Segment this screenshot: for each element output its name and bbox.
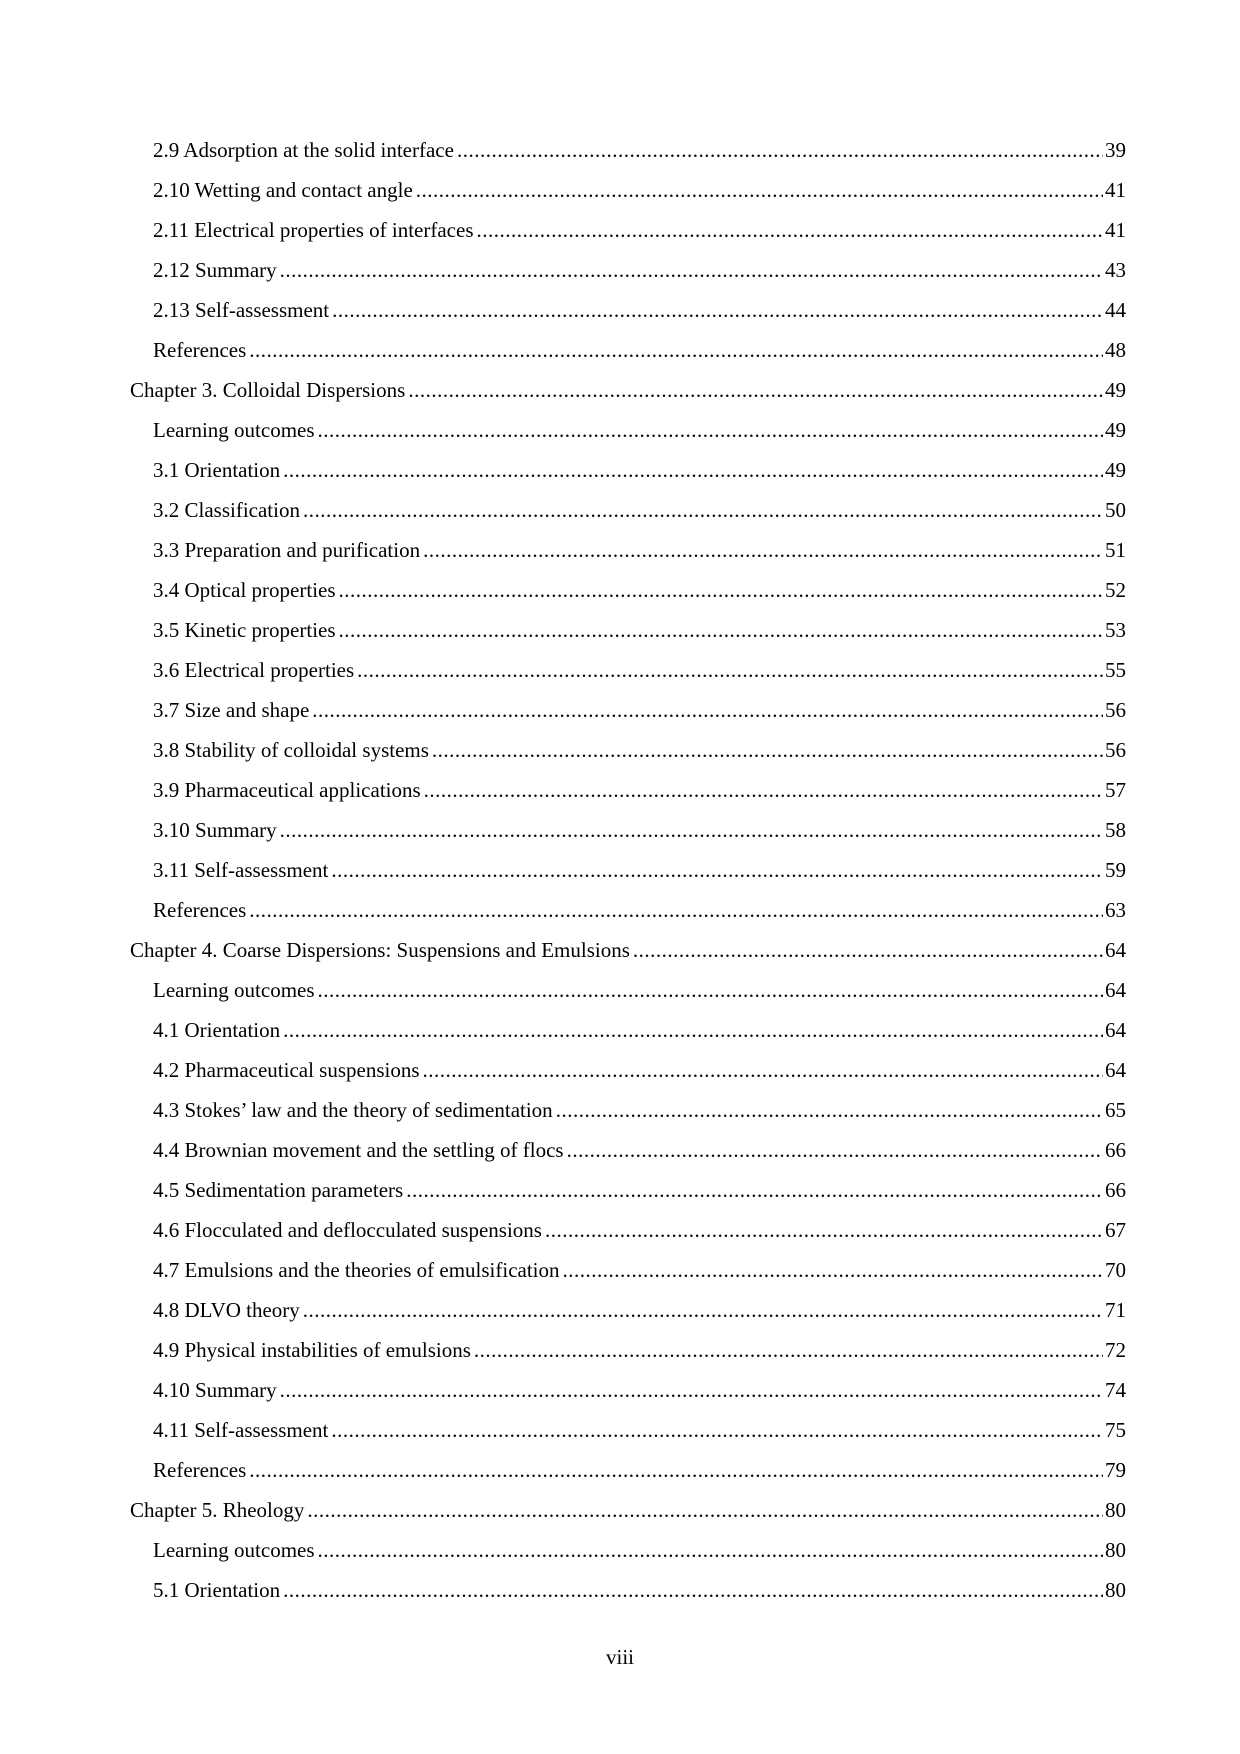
toc-entry-page-number: 51: [1105, 538, 1126, 562]
toc-entry-page-number: 41: [1105, 218, 1126, 242]
dot-leader: [303, 1290, 1103, 1330]
page-number: viii: [605, 1645, 634, 1669]
toc-entry-title: Chapter 3. Colloidal Dispersions: [130, 378, 406, 402]
toc-entry[interactable]: [130, 1450, 1126, 1490]
toc-entry-title: 4.9 Physical instabilities of emulsions: [153, 1338, 471, 1362]
toc-entry[interactable]: [130, 810, 1126, 850]
toc-entry-page-number: 52: [1105, 578, 1126, 602]
toc-entry-title: 4.2 Pharmaceutical suspensions: [153, 1058, 420, 1082]
dot-leader: [423, 1050, 1103, 1090]
toc-chapter-entry[interactable]: [130, 930, 1126, 970]
toc-entry-page-number: 49: [1105, 378, 1126, 402]
toc-entry[interactable]: [130, 890, 1126, 930]
toc-entry-title: 4.11 Self-assessment: [153, 1418, 329, 1442]
dot-leader: [424, 770, 1103, 810]
toc-entry[interactable]: [130, 250, 1126, 290]
dot-leader: [249, 890, 1103, 930]
toc-entry-page-number: 71: [1105, 1298, 1126, 1322]
toc-entry[interactable]: [130, 570, 1126, 610]
dot-leader: [312, 690, 1103, 730]
dot-leader: [318, 970, 1103, 1010]
toc-entry-page-number: 80: [1105, 1538, 1126, 1562]
dot-leader: [307, 1490, 1103, 1530]
toc-entry-title: 4.6 Flocculated and deflocculated suspensions: [153, 1218, 542, 1242]
toc-entry-title: 2.13 Self-assessment: [153, 298, 330, 322]
toc-entry-title: 4.10 Summary: [153, 1378, 277, 1402]
toc-entry-page-number: 75: [1105, 1418, 1126, 1442]
toc-entry[interactable]: [130, 850, 1126, 890]
toc-entry-page-number: 58: [1105, 818, 1126, 842]
toc-entry[interactable]: [130, 690, 1126, 730]
toc-entry-page-number: 80: [1105, 1578, 1126, 1602]
toc-entry-title: 2.12 Summary: [153, 258, 277, 282]
dot-leader: [339, 570, 1103, 610]
toc-entry[interactable]: [130, 970, 1126, 1010]
toc-entry-page-number: 41: [1105, 178, 1126, 202]
toc-entry[interactable]: [130, 770, 1126, 810]
dot-leader: [283, 450, 1103, 490]
dot-leader: [406, 1170, 1103, 1210]
dot-leader: [249, 1450, 1103, 1490]
toc-entry[interactable]: [130, 530, 1126, 570]
toc-entry-page-number: 64: [1105, 1018, 1126, 1042]
toc-entry-page-number: 65: [1105, 1098, 1126, 1122]
toc-entry-page-number: 63: [1105, 898, 1126, 922]
toc-entry-title: 3.3 Preparation and purification: [153, 538, 421, 562]
dot-leader: [331, 850, 1103, 890]
toc-entry-title: 4.8 DLVO theory: [153, 1298, 300, 1322]
toc-chapter-entry[interactable]: [130, 370, 1126, 410]
toc-entry-title: 4.5 Sedimentation parameters: [153, 1178, 404, 1202]
dot-leader: [416, 170, 1103, 210]
toc-entry-page-number: 39: [1105, 138, 1126, 162]
toc-entry-title: 3.9 Pharmaceutical applications: [153, 778, 421, 802]
toc-entry-page-number: 49: [1105, 458, 1126, 482]
toc-entry-page-number: 44: [1105, 298, 1126, 322]
toc-entry-title: 3.8 Stability of colloidal systems: [153, 738, 429, 762]
toc-entry-page-number: 50: [1105, 498, 1126, 522]
toc-entry[interactable]: [130, 330, 1126, 370]
toc-entry-title: References: [153, 898, 247, 922]
toc-entry-title: 2.10 Wetting and contact angle: [153, 178, 413, 202]
toc-entry-page-number: 57: [1105, 778, 1126, 802]
dot-leader: [545, 1210, 1103, 1250]
toc-entry-title: 4.4 Brownian movement and the settling of flocs: [153, 1138, 564, 1162]
dot-leader: [423, 530, 1103, 570]
toc-entry-page-number: 79: [1105, 1458, 1126, 1482]
toc-entry[interactable]: [130, 130, 1126, 170]
toc-entry-title: Learning outcomes: [153, 418, 315, 442]
toc-entry[interactable]: [130, 1370, 1126, 1410]
toc-entry-page-number: 43: [1105, 258, 1126, 282]
toc-entry[interactable]: [130, 1570, 1126, 1610]
toc-entry[interactable]: [130, 1050, 1126, 1090]
toc-entry-title: Chapter 4. Coarse Dispersions: Suspensions and Emulsions: [130, 938, 630, 962]
toc-entry[interactable]: [130, 1410, 1126, 1450]
toc-entry-title: 3.1 Orientation: [153, 458, 281, 482]
toc-entry-title: 3.4 Optical properties: [153, 578, 336, 602]
toc-entry-page-number: 67: [1105, 1218, 1126, 1242]
dot-leader: [339, 610, 1103, 650]
toc-entry[interactable]: [130, 1130, 1126, 1170]
toc-entry-title: 4.3 Stokes’ law and the theory of sedimentation: [153, 1098, 553, 1122]
dot-leader: [556, 1090, 1103, 1130]
toc-entry-page-number: 64: [1105, 978, 1126, 1002]
toc-entry-title: Learning outcomes: [153, 1538, 315, 1562]
toc-entry[interactable]: [130, 1330, 1126, 1370]
dot-leader: [280, 1370, 1103, 1410]
toc-entry[interactable]: [130, 450, 1126, 490]
toc-entry-title: 3.6 Electrical properties: [153, 658, 355, 682]
toc-entry-page-number: 80: [1105, 1498, 1126, 1522]
dot-leader: [457, 130, 1103, 170]
dot-leader: [303, 490, 1103, 530]
toc-entry[interactable]: [130, 1530, 1126, 1570]
toc-entry-page-number: 53: [1105, 618, 1126, 642]
toc-entry-page-number: 48: [1105, 338, 1126, 362]
dot-leader: [563, 1250, 1103, 1290]
toc-entry-page-number: 59: [1105, 858, 1126, 882]
toc-entry-title: 3.11 Self-assessment: [153, 858, 329, 882]
toc-entry-title: 2.9 Adsorption at the solid interface: [153, 138, 454, 162]
toc-entry-page-number: 64: [1105, 1058, 1126, 1082]
toc-entry-page-number: 64: [1105, 938, 1126, 962]
toc-entry[interactable]: [130, 210, 1126, 250]
toc-entry-title: 2.11 Electrical properties of interfaces: [153, 218, 474, 242]
dot-leader: [318, 1530, 1103, 1570]
table-of-contents: [130, 130, 1126, 1610]
toc-entry-title: Chapter 5. Rheology: [130, 1498, 305, 1522]
toc-entry-page-number: 70: [1105, 1258, 1126, 1282]
toc-entry[interactable]: [130, 650, 1126, 690]
toc-entry[interactable]: [130, 1250, 1126, 1290]
toc-entry-page-number: 72: [1105, 1338, 1126, 1362]
dot-leader: [331, 1410, 1103, 1450]
dot-leader: [280, 810, 1103, 850]
toc-entry-title: 3.5 Kinetic properties: [153, 618, 336, 642]
toc-entry-page-number: 74: [1105, 1378, 1126, 1402]
dot-leader: [357, 650, 1103, 690]
toc-entry-page-number: 55: [1105, 658, 1126, 682]
toc-entry-title: 4.1 Orientation: [153, 1018, 281, 1042]
toc-entry[interactable]: [130, 1090, 1126, 1130]
dot-leader: [249, 330, 1103, 370]
dot-leader: [283, 1010, 1103, 1050]
toc-entry-title: References: [153, 338, 247, 362]
toc-entry-page-number: 56: [1105, 738, 1126, 762]
toc-entry[interactable]: [130, 1290, 1126, 1330]
toc-entry-title: 3.10 Summary: [153, 818, 277, 842]
toc-entry[interactable]: [130, 1010, 1126, 1050]
toc-entry-title: 4.7 Emulsions and the theories of emulsification: [153, 1258, 560, 1282]
toc-entry-title: 3.2 Classification: [153, 498, 300, 522]
dot-leader: [408, 370, 1103, 410]
dot-leader: [633, 930, 1103, 970]
dot-leader: [474, 1330, 1103, 1370]
toc-entry[interactable]: [130, 170, 1126, 210]
toc-entry[interactable]: [130, 730, 1126, 770]
dot-leader: [567, 1130, 1103, 1170]
dot-leader: [280, 250, 1103, 290]
toc-entry[interactable]: [130, 490, 1126, 530]
toc-entry-page-number: 56: [1105, 698, 1126, 722]
toc-entry-title: References: [153, 1458, 247, 1482]
toc-entry[interactable]: [130, 410, 1126, 450]
toc-entry-page-number: 66: [1105, 1178, 1126, 1202]
toc-entry-title: 3.7 Size and shape: [153, 698, 310, 722]
dot-leader: [432, 730, 1103, 770]
toc-entry-page-number: 49: [1105, 418, 1126, 442]
toc-chapter-entry[interactable]: [130, 1490, 1126, 1530]
dot-leader: [332, 290, 1103, 330]
toc-entry-page-number: 66: [1105, 1138, 1126, 1162]
toc-entry[interactable]: [130, 610, 1126, 650]
toc-entry[interactable]: [130, 1210, 1126, 1250]
toc-entry[interactable]: [130, 1170, 1126, 1210]
dot-leader: [318, 410, 1103, 450]
toc-entry-title: Learning outcomes: [153, 978, 315, 1002]
toc-entry[interactable]: [130, 290, 1126, 330]
dot-leader: [283, 1570, 1103, 1610]
toc-entry-title: 5.1 Orientation: [153, 1578, 281, 1602]
dot-leader: [477, 210, 1104, 250]
